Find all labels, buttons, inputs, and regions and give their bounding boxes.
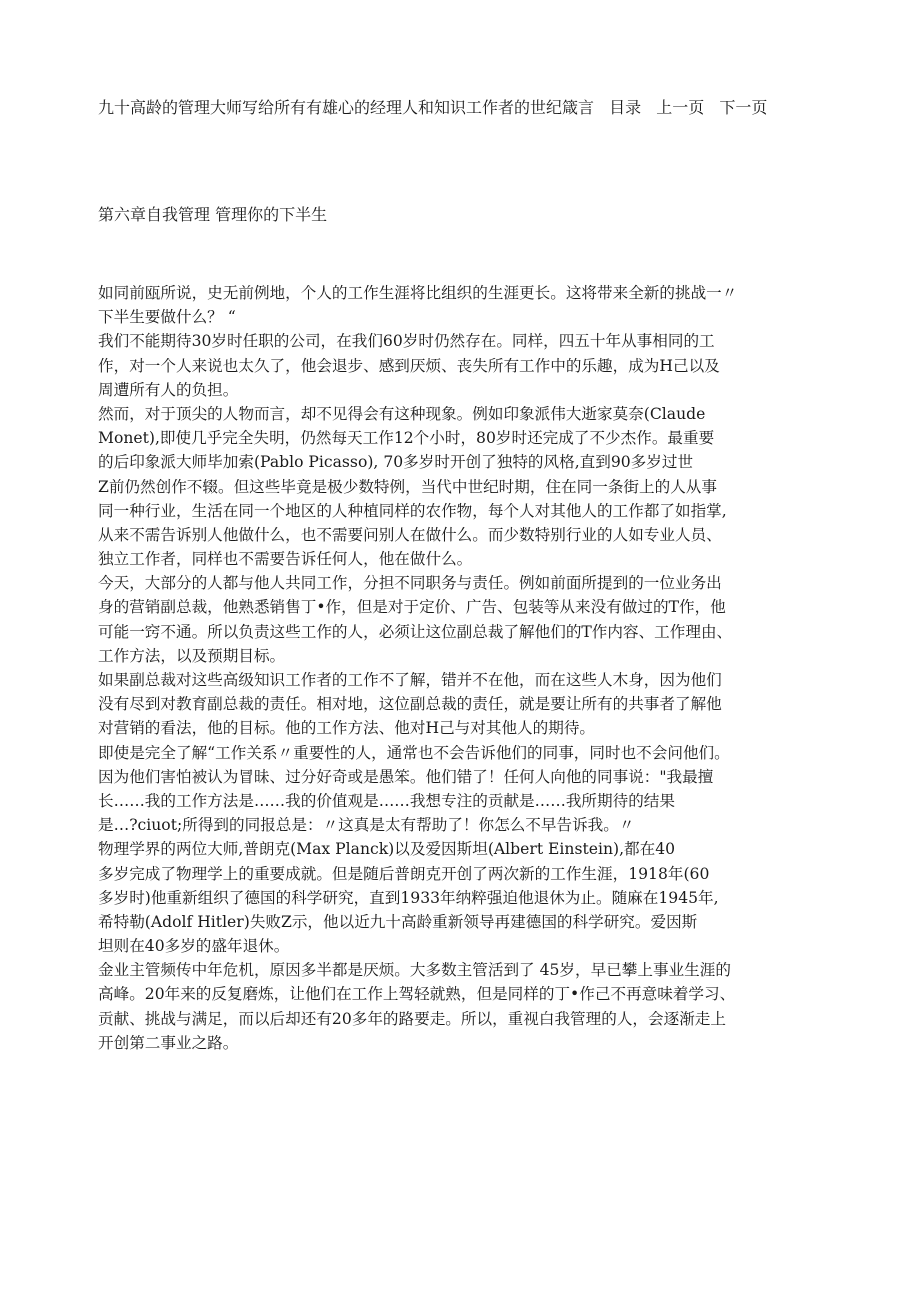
- text-line: 长……我的工作方法是……我的价值观是……我想专注的贡献是……我所期待的结果: [98, 791, 675, 810]
- book-title: 九十高龄的管理大师写给所有有雄心的经理人和知识工作者的世纪箴言: [98, 98, 595, 117]
- text-line: 金业主管频传中年危机，原因多半都是厌烦。大多数主管活到了 45岁，早已攀上事业生涯的: [98, 961, 731, 980]
- text-line: 物理学界的两位大师,普朗克(Max Planck)以及爱因斯坦(Albert Einstein),都在40: [98, 840, 676, 859]
- text-line: 然而，对于顶尖的人物而言，却不见得会有这种现象。例如印象派伟大逝家莫奈(Claude: [98, 404, 706, 423]
- text-line: 如果副总裁对这些高级知识工作者的工作不了解，错并不在他，而在这些人木身，因为他们: [98, 671, 722, 689]
- text-line: 多岁时)他重新组织了德国的科学研究，直到1933年纳粹强迫他退休为止。随麻在1945年,: [98, 888, 719, 907]
- text-line: 高峰。20年来的反复磨炼，让他们在工作上驾轻就熟，但是同样的丁•作己不再意味着学习、: [98, 985, 736, 1004]
- prev-page-link[interactable]: 上一页: [656, 98, 705, 117]
- text-line: 可能一窍不通。所以负责这些工作的人，必须让这位副总裁了解他们的T作内容、工作理由、: [98, 622, 733, 641]
- text-line: 希特勒(Adolf Hitler)失败Z示，他以近九十高龄重新领导再建德国的科学研究。爱因斯: [98, 912, 698, 931]
- text-line: 同一种行业，生活在同一个地区的人种植同样的农作物，每个人对其他人的工作都了如指掌,: [98, 501, 727, 520]
- chapter-title: 第六章自我管理 管理你的下半生: [98, 205, 328, 224]
- text-line: 即使是完全了解“工作关系〃重要性的人，通常也不会告诉他们的同事，同时也不会问他们。: [98, 743, 730, 762]
- text-line: 的后印象派大师毕加索(Pablo Picasso), 70多岁时开创了独特的风格,直到90多岁过世: [98, 453, 694, 472]
- text-line: 对营销的看法，他的目标。他的工作方法、他对H己与对其他人的期待。: [98, 719, 596, 738]
- text-line: 从来不需告诉别人他做什么，也不需要问别人在做什么。而少数特别行业的人如专业人员、: [98, 525, 722, 544]
- text-line: 作，对一个人来说也太久了，他会退步、感到厌烦、丧失所有工作中的乐趣，成为H己以及: [98, 356, 720, 375]
- text-line: Monet),即使几乎完全失明，仍然每天工作12个小时，80岁时还完成了不少杰作。最重要: [98, 429, 715, 448]
- page-header: [98, 96, 767, 120]
- text-line: 是…?ciuot;所得到的同报总是：〃这真是太有帮助了！你怎么不早告诉我。〃: [98, 816, 635, 835]
- text-line: 没有尽到对教育副总裁的责任。相对地，这位副总裁的责任，就是要让所有的共事者了解他: [98, 695, 722, 714]
- text-line: 下半生要做什么？ “: [98, 308, 236, 327]
- text-line: 周遭所有人的负担。: [98, 380, 239, 399]
- text-line: 我们不能期待30岁时任职的公司，在我们60岁时仍然存在。同样，四五十年从事相同的工: [98, 332, 715, 351]
- text-line: 开创第二事业之路。: [98, 1033, 239, 1052]
- text-line: Z前仍然创作不辍。但这些毕竟是极少数特例，当代中世纪时期，住在同一条街上的人从事: [98, 477, 717, 496]
- text-line: 如同前瓯所说，史无前例地，个人的工作生涯将比组织的生涯更长。这将带来全新的挑战一〃: [98, 284, 738, 302]
- text-line: 因为他们害怕被认为冒昧、过分好奇或是愚笨。他们错了！任何人向他的同事说："我最擅: [98, 767, 714, 786]
- next-page-link[interactable]: 下一页: [719, 98, 768, 117]
- article-body: [98, 281, 828, 1055]
- text-line: 独立工作者，同样也不需要告诉任何人，他在做什么。: [98, 550, 473, 569]
- text-line: 贡献、挑战与满足，而以后却还有20多年的路要走。所以，重视白我管理的人，会逐渐走上: [98, 1009, 726, 1028]
- text-line: 工作方法，以及预期目标。: [98, 646, 286, 665]
- text-line: 坦则在40多岁的盛年退休。: [98, 937, 290, 956]
- text-line: 多岁完成了物理学上的重要成就。但是随后普朗克开创了两次新的工作生涯，1918年(60: [98, 864, 710, 883]
- text-line: 今天，大部分的人都与他人共同工作，分担不同职务与责任。例如前面所提到的一位业务出: [98, 574, 722, 593]
- toc-link[interactable]: 目录: [609, 98, 642, 117]
- text-line: 身的营销副总裁，他熟悉销售丁•作，但是对于定价、广告、包装等从来没有做过的T作，他: [98, 598, 726, 617]
